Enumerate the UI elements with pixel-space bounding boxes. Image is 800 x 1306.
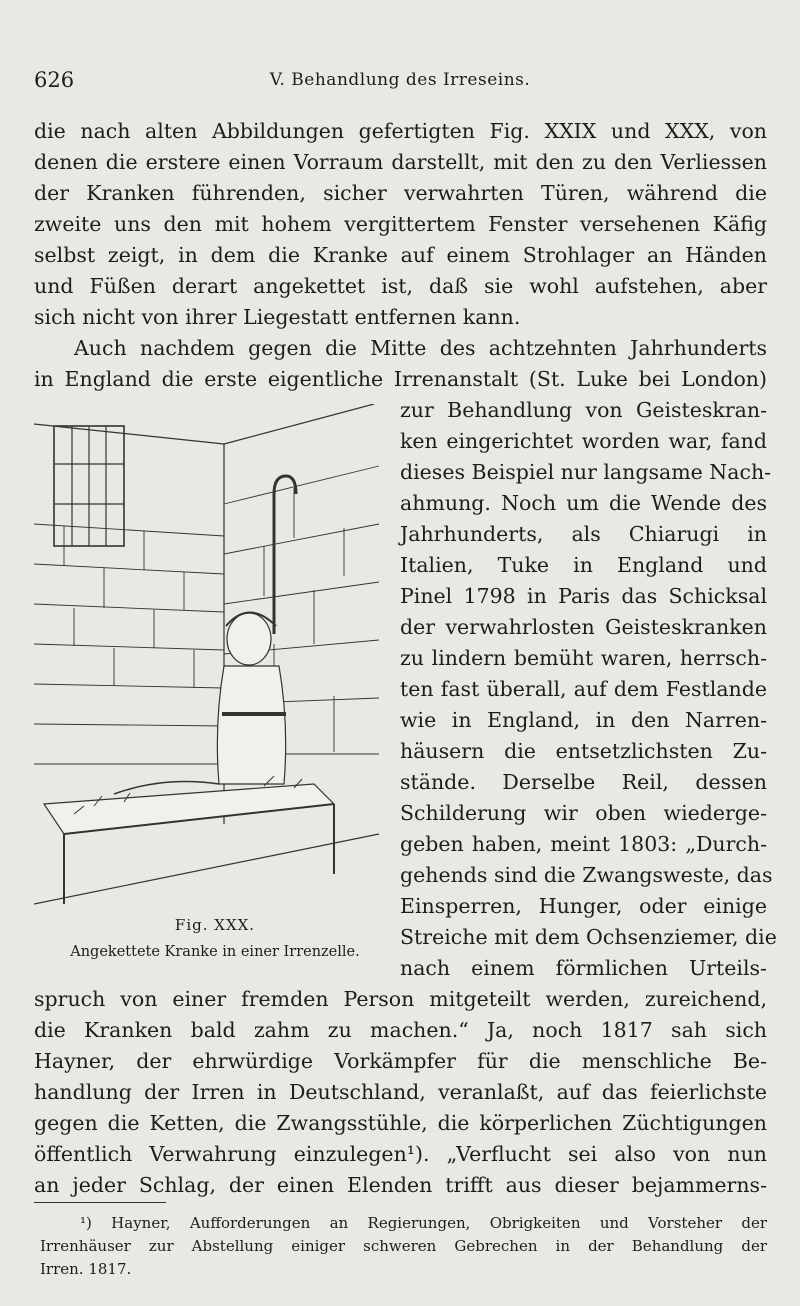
side-line: zur Behandlung von Geisteskran- — [400, 398, 767, 422]
side-line: Pinel 1798 in Paris das Schicksal — [400, 584, 767, 608]
side-line: Streiche mit dem Ochsenziemer, die — [400, 925, 777, 949]
body-line: die Kranken bald zahm zu machen.“ Ja, noch 1817 sah sich — [34, 1018, 767, 1042]
page-header — [34, 68, 766, 98]
body-line: handlung der Irren in Deutschland, veranlaßt, auf das feierlichste — [34, 1080, 767, 1104]
side-line: geben haben, meint 1803: „Durch- — [400, 832, 767, 856]
side-line: Jahrhunderts, als Chiarugi in — [400, 522, 767, 546]
body-line: Hayner, der ehrwürdige Vorkämpfer für die menschliche Be- — [34, 1049, 767, 1073]
side-line: Schilderung wir oben wiederge- — [400, 801, 767, 825]
body-line: selbst zeigt, in dem die Kranke auf einem Strohlager an Händen — [34, 243, 767, 267]
side-line: Italien, Tuke in England und — [400, 553, 767, 577]
figure-label: Fig. XXX. — [174, 916, 256, 934]
side-line: häusern die entsetzlichsten Zu- — [400, 739, 767, 763]
footnote-line: Irrenhäuser zur Abstellung einiger schweren Gebrechen in der Behandlung der — [40, 1237, 767, 1255]
body-line: in England die erste eigentliche Irrenanstalt (St. Luke bei London) — [34, 367, 767, 391]
body-line: der Kranken führenden, sicher verwahrten Türen, während die — [34, 181, 767, 205]
body-line: Auch nachdem gegen die Mitte des achtzehnten Jahrhunderts — [74, 336, 767, 360]
side-line: ten fast überall, auf dem Festlande — [400, 677, 767, 701]
body-line: sich nicht von ihrer Liegestatt entfernen kann. — [34, 305, 521, 329]
body-line: an jeder Schlag, der einen Elenden trifft aus dieser bejammerns- — [34, 1173, 767, 1197]
side-line: nach einem förmlichen Urteils- — [400, 956, 767, 980]
side-line: ken eingerichtet worden war, fand — [400, 429, 767, 453]
cell-illustration — [34, 404, 394, 916]
body-line: und Füßen derart angekettet ist, daß sie wohl aufstehen, aber — [34, 274, 767, 298]
side-line: der verwahrlosten Geisteskranken — [400, 615, 767, 639]
body-line: öffentlich Verwahrung einzulegen¹). „Verflucht sei also von nun — [34, 1142, 767, 1166]
side-line: dieses Beispiel nur langsame Nach- — [400, 460, 772, 484]
figure-caption: Angekettete Kranke in einer Irrenzelle. — [70, 944, 360, 960]
running-head: V. Behandlung des Irreseins. — [269, 70, 531, 90]
page-number: 626 — [34, 68, 75, 92]
body-line: die nach alten Abbildungen gefertigten Fig. XXIX und XXX, von — [34, 119, 767, 143]
body-line: zweite uns den mit hohem vergittertem Fenster versehenen Käfig — [34, 212, 767, 236]
side-line: stände. Derselbe Reil, dessen — [400, 770, 767, 794]
footnote-line: Irren. 1817. — [40, 1260, 132, 1278]
footnote-rule — [34, 1202, 166, 1203]
body-line: gegen die Ketten, die Zwangsstühle, die körperlichen Züchtigungen — [34, 1111, 767, 1135]
side-line: Einsperren, Hunger, oder einige — [400, 894, 767, 918]
body-line: denen die erstere einen Vorraum darstellt, mit den zu den Verliessen — [34, 150, 767, 174]
side-line: ahmung. Noch um die Wende des — [400, 491, 767, 515]
side-line: gehends sind die Zwangsweste, das — [400, 863, 773, 887]
side-line: wie in England, in den Narren- — [400, 708, 767, 732]
body-line: spruch von einer fremden Person mitgeteilt werden, zureichend, — [34, 987, 767, 1011]
footnote-line: ¹) Hayner, Aufforderungen an Regierungen, Obrigkeiten und Vorsteher der — [80, 1214, 767, 1232]
side-line: zu lindern bemüht waren, herrsch- — [400, 646, 767, 670]
